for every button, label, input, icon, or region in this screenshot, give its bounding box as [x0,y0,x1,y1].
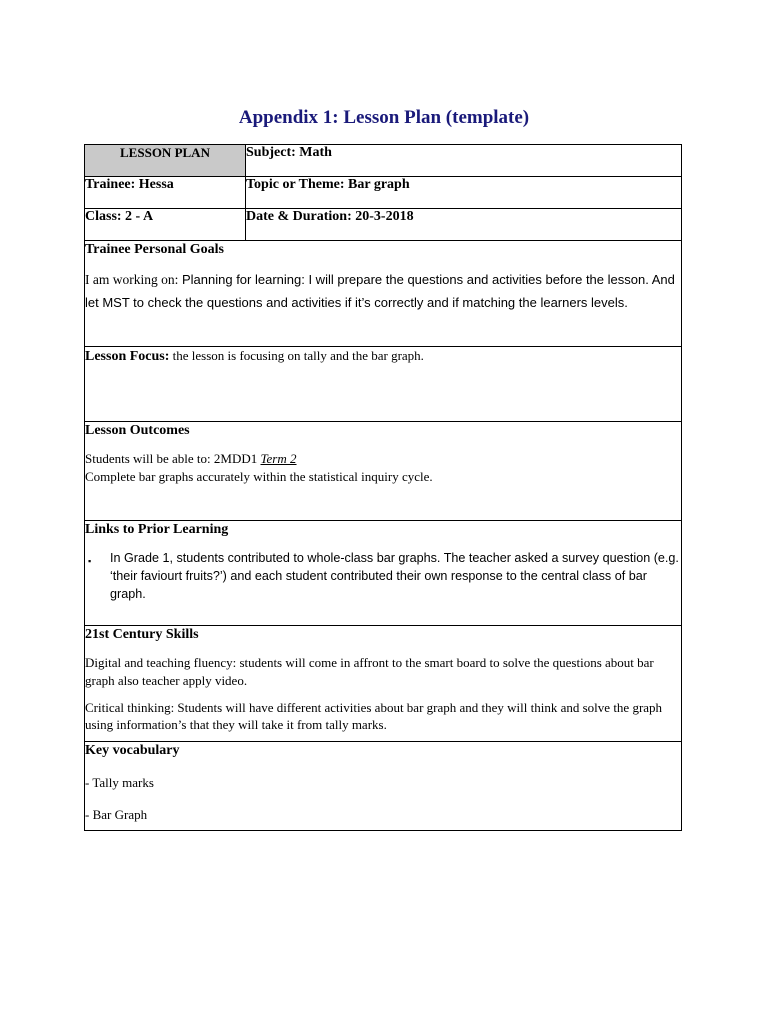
prior-heading: Links to Prior Learning [85,522,229,537]
goals-paragraph [85,269,681,314]
page-title: Appendix 1: Lesson Plan (template) [238,107,530,128]
lesson-plan-table [84,144,682,831]
focus-paragraph [85,347,681,366]
outcomes-prefix: Students will be able to: 2MDD1 [85,451,261,467]
header-row-2 [85,177,682,209]
prior-section [85,521,682,626]
goals-heading: Trainee Personal Goals [85,242,224,257]
prior-row [85,521,682,626]
vocab-item: - Bar Graph [85,806,148,822]
goals-section [85,241,682,347]
vocab-heading: Key vocabulary [85,743,180,758]
outcomes-row [85,422,682,521]
focus-row [85,347,682,422]
header-row-3 [85,209,682,241]
skills-digital: Digital and teaching fluency: students will come in affront to the smart board to solve the questions about bar graph also teacher apply video. [85,655,654,688]
vocab-section [85,742,682,831]
prior-text: In Grade 1, students contributed to whole-class bar graphs. The teacher asked a survey question (e.g. ‘their faviourt fruits?’) and each student contributed their own response to the central class of bar graph. [110,551,679,601]
focus-section [85,347,682,422]
date-duration-field: Date & Duration: 20-3-2018 [246,209,682,241]
prior-list-item [85,550,681,603]
header-row-1 [85,145,682,177]
outcomes-section [85,422,682,521]
goals-row [85,241,682,347]
lesson-plan-label: LESSON PLAN [85,145,246,177]
square-bullet-icon: ▪ [88,556,92,567]
focus-text: the lesson is focusing on tally and the bar graph. [169,348,424,363]
vocab-item: - Tally marks [85,775,154,791]
goals-text: Planning for learning: I will prepare the questions and activities before the lesson. And let MST to check the questions and activities if it’s correctly and if matching the learners levels. [85,272,675,310]
outcomes-line-1 [85,450,681,468]
skills-critical: Critical thinking: Students will have different activities about bar graph and they will think and solve the graph using information’s that they will take it from tally marks. [85,699,663,732]
skills-heading: 21st Century Skills [85,627,199,642]
trainee-field: Trainee: Hessa [85,177,246,209]
outcomes-line-2: Complete bar graphs accurately within the statistical inquiry cycle. [85,469,433,485]
topic-field: Topic or Theme: Bar graph [246,177,682,209]
outcomes-heading: Lesson Outcomes [85,423,190,438]
class-field: Class: 2 - A [85,209,246,241]
focus-label: Lesson Focus: [85,349,170,364]
subject-field: Subject: Math [246,145,682,177]
skills-section [85,626,682,742]
outcomes-term: Term 2 [260,451,297,467]
skills-row [85,626,682,742]
vocab-row [85,742,682,831]
goals-label: I am working on: [85,272,179,288]
